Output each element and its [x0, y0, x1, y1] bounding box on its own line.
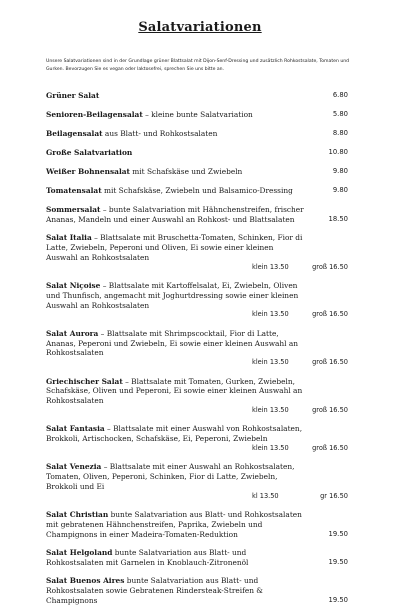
item-name: Tomatensalat [46, 186, 102, 195]
menu-item [46, 281, 352, 320]
item-name: Senioren-Beilagensalat [46, 110, 143, 119]
item-desc: – Blattsalate mit Tomaten, Gurken, Zwiebeln, Schafskäse, Oliven und Peperoni, Ei sowie einer kleinen Auswahl an Rohkostsalaten [46, 376, 303, 406]
item-price: 10.80 [328, 148, 348, 156]
menu-item [46, 167, 352, 186]
item-desc: mit Schafskäse und Zwiebeln [129, 167, 243, 176]
price-small: klein 13.50 [252, 310, 289, 319]
menu-item [46, 110, 352, 129]
item-name: Salat Venezia [46, 462, 102, 472]
item-name: Salat Buenos Aires [46, 576, 125, 586]
price-small: klein 13.50 [252, 262, 289, 271]
price-large: groß 16.50 [312, 358, 348, 367]
item-name: Salat Fantasia [46, 424, 105, 434]
item-price: 19.50 [328, 557, 348, 566]
item-name: Grüner Salat [46, 91, 100, 100]
menu-item [46, 548, 352, 568]
item-price: 6.80 [332, 91, 348, 99]
item-name: Salat Niçoise [46, 280, 101, 290]
menu-item [46, 186, 352, 205]
menu-item [46, 424, 352, 453]
item-desc: – kleine bunte Salatvariation [142, 110, 253, 119]
item-price: 5.80 [332, 110, 348, 118]
price-large: groß 16.50 [312, 443, 348, 452]
price-large: gr 16.50 [320, 491, 348, 500]
item-price: 8.80 [332, 129, 348, 137]
item-desc: – Blattsalate mit Shrimpscocktail, Fior di Latte, Ananas, Peperoni und Zwiebeln, Ei sowie einer kleinen Auswahl an Rohkostsalaten [46, 328, 299, 358]
price-large: groß 16.50 [312, 310, 348, 319]
item-name: Beilagensalat [46, 129, 103, 138]
menu-item [46, 510, 352, 539]
item-desc: – Blattsalate mit einer Auswahl an Rohkostsalaten, Tomaten, Oliven, Peperoni, Schinken, Fior di Latte, Zwiebeln, Brokkoli und Ei [46, 462, 295, 491]
page-title: Salatvariationen [138, 20, 262, 35]
item-name: Griechischer Salat [46, 376, 123, 386]
menu-item [46, 329, 352, 368]
menu-item [46, 91, 352, 110]
item-name: Sommersalat [46, 205, 101, 214]
item-desc: – Blattsalate mit Bruschetta-Tomaten, Schinken, Fior di Latte, Zwiebeln, Peperoni und Oliven, Ei sowie einer kleinen Auswahl an Rohkostsalaten [46, 233, 303, 262]
item-price: 19.50 [328, 529, 348, 538]
price-small: klein 13.50 [252, 358, 289, 367]
item-name: Salat Helgoland [46, 548, 113, 558]
price-small: klein 13.50 [252, 443, 289, 452]
price-large: groß 16.50 [312, 405, 348, 414]
menu-item [46, 576, 352, 605]
item-price: 18.50 [328, 214, 348, 223]
item-desc: mit Schafskäse, Zwiebeln und Balsamico-Dressing [101, 186, 293, 195]
menu-item [46, 233, 352, 272]
item-price: 19.50 [328, 595, 348, 604]
menu-item [46, 205, 352, 225]
menu-item [46, 129, 352, 148]
item-desc: bunte Salatvariation aus Blatt- und Rohkostsalaten mit Garnelen in Knoblauch-Zitronenöl [46, 548, 249, 567]
item-desc: – bunte Salatvariation mit Hähnchenstreifen, frischer Ananas, Mandeln und einer Auswahl an Rohkost- und Blattsalaten [46, 205, 304, 224]
item-name: Große Salatvariation [46, 148, 133, 157]
item-desc: bunte Salatvariation aus Blatt- und Rohkostsalaten sowie Gebratenen Rindersteak-Streifen & Champignons [46, 576, 263, 605]
price-small: kl 13.50 [252, 491, 279, 500]
item-price: 9.80 [332, 186, 348, 194]
menu-item [46, 462, 352, 501]
salad-list [46, 91, 352, 606]
item-desc: bunte Salatvariation aus Blatt- und Rohkostsalaten mit gebratenen Hähnchenstreifen, Paprika, Zwiebeln und Champignons in einer Madeira-Tomaten-Reduktion [46, 510, 302, 539]
item-desc: aus Blatt- und Rohkostsalaten [102, 129, 218, 138]
item-name: Salat Christian [46, 510, 109, 520]
item-name: Weißer Bohnensalat [46, 167, 130, 176]
item-desc: – Blattsalate mit Kartoffelsalat, Ei, Zwiebeln, Oliven und Thunfisch, angemacht mit Joghurtdressing sowie einer kleinen Auswahl an Rohkostsalaten [46, 280, 299, 310]
intro-text: Unsere Salatvariationen sind in der Grundlage grüner Blattsalat mit Dijon-Senf-Dressing und zusätzlich Rohkostsalate, Tomaten und Gurken. Bevorzugen Sie es vegan oder laktosefrei, sprechen Sie uns bitte an. [46, 59, 350, 72]
price-large: groß 16.50 [312, 262, 348, 271]
price-small: klein 13.50 [252, 405, 289, 414]
menu-item [46, 148, 352, 167]
item-name: Salat Italia [46, 233, 92, 243]
item-name: Salat Aurora [46, 328, 99, 338]
item-price: 9.80 [332, 167, 348, 175]
item-desc: – Blattsalate mit einer Auswahl von Rohkostsalaten, Brokkoli, Artischocken, Schafskäse, Ei, Peperoni, Zwiebeln [46, 424, 303, 444]
menu-item [46, 377, 352, 416]
